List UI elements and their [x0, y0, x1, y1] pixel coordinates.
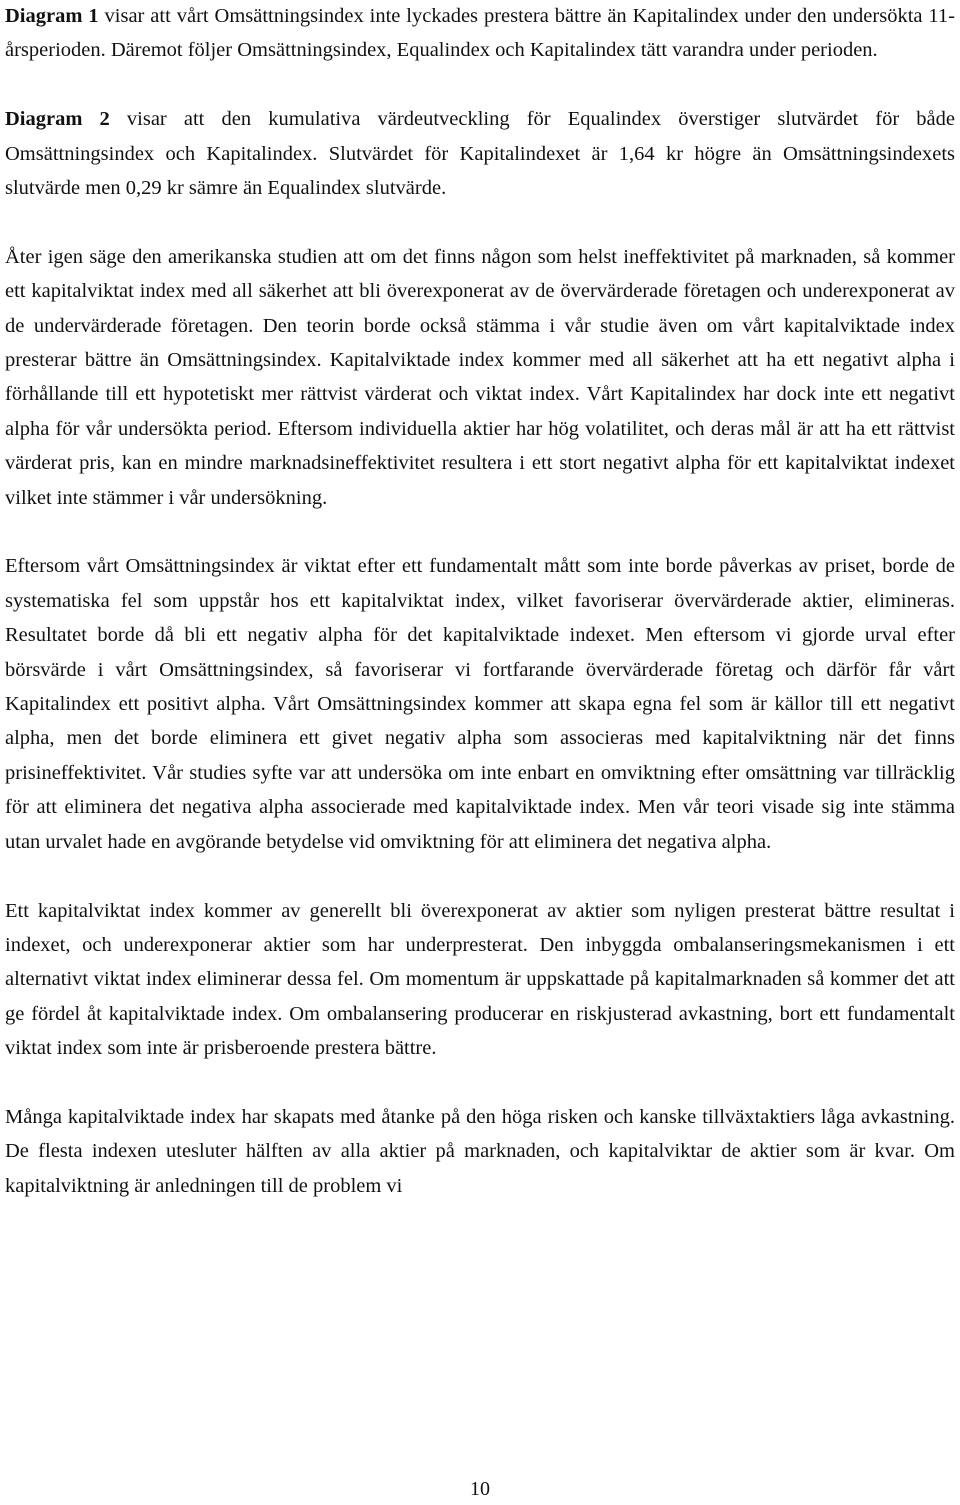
paragraph-text: Ett kapitalviktat index kommer av generellt bli överexponerat av aktier som nyligen presterat bättre resultat i indexet, och underexponerar aktier som har underpresterat. Den inbyggda ombalanseringsmekanismen i ett alternativt viktat index eliminerar dessa fel. Om momentum är uppskattade på kapitalmarknaden så kommer det att ge fördel åt kapitalviktade index. Om ombalansering producerar en riskjusterad avkastning, bort ett fundamentalt viktat index som inte är prisberoende prestera bättre.: [5, 899, 955, 1060]
paragraph-turnover-index: [5, 549, 955, 859]
document-page: [5, 0, 955, 1203]
paragraph-gap: [5, 859, 955, 893]
paragraph-text: visar att den kumulativa värdeutveckling för Equalindex överstiger slutvärdet för både Omsättningsindex och Kapitalindex. Slutvärdet för Kapitalindexet är 1,64 kr högre än Omsättningsindexets slutvärde men 0,29 kr sämre än Equalindex slutvärde.: [5, 108, 955, 200]
diagram-1-reference: Diagram 1: [5, 5, 99, 27]
paragraph-growth-stocks: [5, 1100, 955, 1203]
paragraph-text: Åter igen säge den amerikanska studien att om det finns någon som helst ineffektivitet på marknaden, så kommer ett kapitalviktat index med all säkerhet att bli överexponerat av de övervärderade företagen och underexponerat av de undervärderade företagen. Den teorin borde också stämma i vår studie även om vårt kapitalviktade index presterar bättre än Omsättningsindex. Kapitalviktade index kommer med all säkerhet att ha ett negativt alpha i förhållande till ett hypotetiskt mer rättvist värderat och viktat index. Vårt Kapitalindex har dock inte ett negativt alpha för vår undersökta period. Eftersom individuella aktier har hög volatilitet, och deras mål är att ha ett rättvist värderat pris, kan en mindre marknadsineffektivitet resultera i ett stort negativt alpha för ett kapitalviktat indexet vilket inte stämmer i vår undersökning.: [5, 245, 955, 509]
diagram-2-reference: Diagram 2: [5, 108, 110, 131]
paragraph-text: visar att vårt Omsättningsindex inte lyckades prestera bättre än Kapitalindex under den undersökta 11-årsperioden. Däremot följer Omsättningsindex, Equalindex och Kapitalindex tätt varandra under perioden.: [5, 5, 955, 62]
paragraph-rebalancing: [5, 894, 955, 1066]
paragraph-diagram-1: [5, 0, 955, 68]
paragraph-gap: [5, 1066, 955, 1100]
paragraph-american-study: [5, 240, 955, 515]
paragraph-gap: [5, 205, 955, 239]
paragraph-text: Eftersom vårt Omsättningsindex är viktat efter ett fundamentalt mått som inte borde påverkas av priset, borde de systematiska fel som uppstår hos ett kapitalviktat index, vilket favoriserar övervärderade aktier, elimineras. Resultatet borde då bli ett negativ alpha för det kapitalviktade indexet. Men eftersom vi gjorde urval efter börsvärde i vårt Omsättningsindex, så favoriserar vi fortfarande övervärderade företag och därför får vårt Kapitalindex ett positivt alpha. Vårt Omsättningsindex kommer att skapa egna fel som är källor till ett negativt alpha, men det borde eliminera ett givet negativ alpha som associeras med kapitalviktning när det finns prisineffektivitet. Vår studies syfte var att undersöka om inte enbart en omviktning efter omsättning var tillräcklig för att eliminera det negativa alpha associerade med kapitalviktade index. Men vår teori visade sig inte stämma utan urvalet hade en avgörande betydelse vid omviktning för att eliminera det negativa alpha.: [5, 555, 955, 853]
paragraph-gap: [5, 515, 955, 549]
paragraph-diagram-2: [5, 102, 955, 205]
paragraph-text: Många kapitalviktade index har skapats med åtanke på den höga risken och kanske tillväxtaktiers låga avkastning. De flesta indexen utesluter hälften av alla aktier på marknaden, och kapitalviktar de aktier som är kvar. Om kapitalviktning är anledningen till de problem vi: [5, 1105, 955, 1197]
paragraph-gap: [5, 68, 955, 102]
page-number: 10: [470, 1478, 490, 1500]
